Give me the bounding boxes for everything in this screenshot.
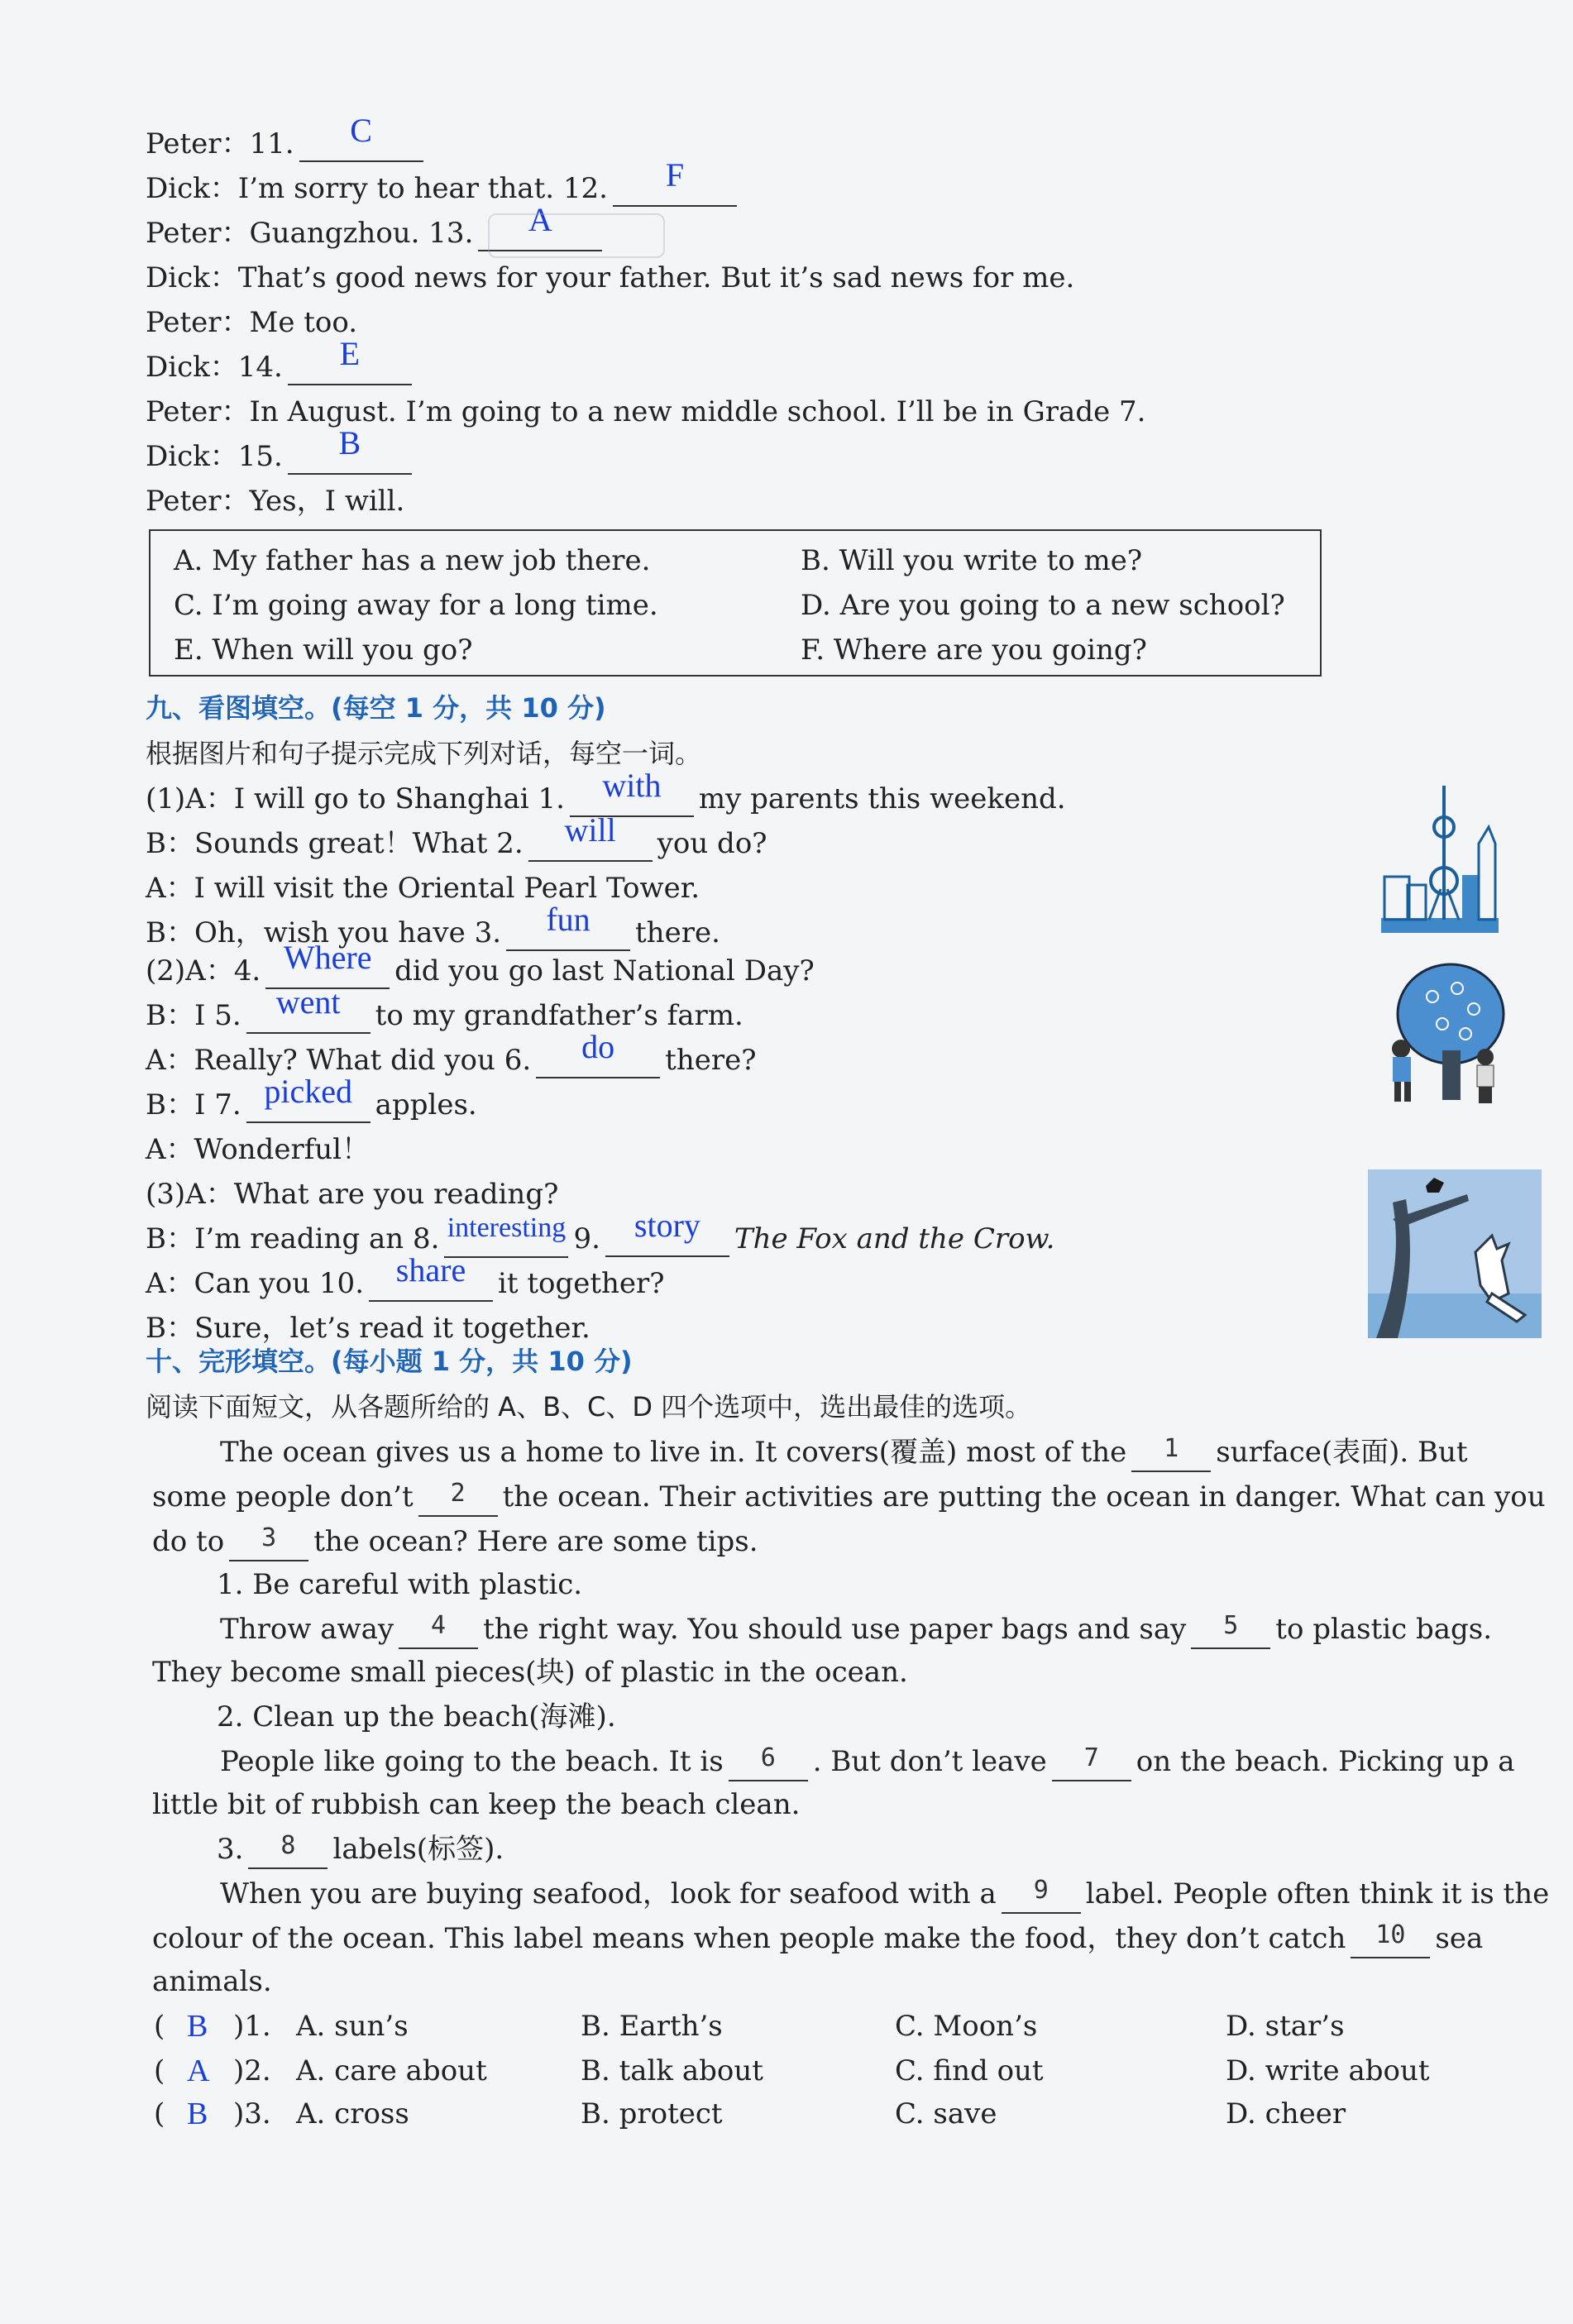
line-text: 14. xyxy=(237,351,283,384)
option-f: F. Where are you going? xyxy=(801,634,1147,667)
option-e: E. When will you go? xyxy=(174,634,473,667)
tip-3 xyxy=(217,1828,504,1871)
cloze-blank-3[interactable] xyxy=(229,1525,308,1561)
section9-title: 九、看图填空。(每空 1 分，共 10 分) xyxy=(146,692,606,724)
dialogue-line-7 xyxy=(146,390,1145,433)
line-text: to my grandfather’s farm. xyxy=(375,999,743,1032)
options-box xyxy=(149,529,1322,677)
p3-line-2: little bit of rubbish can keep the beach clean. xyxy=(152,1788,801,1821)
s9-line-2 xyxy=(146,811,767,865)
question-answer[interactable]: B xyxy=(187,2097,208,2131)
line-text: to plastic bags. xyxy=(1275,1613,1493,1646)
answer-text: B xyxy=(338,424,361,461)
line-text: A：I will visit the Oriental Pearl Tower. xyxy=(146,872,700,905)
line-text: (2)A：4. xyxy=(146,954,261,987)
blank-number: 9 xyxy=(1033,1876,1049,1905)
question-number: )3. xyxy=(233,2097,271,2130)
speaker: Dick： xyxy=(146,351,238,384)
question-number: )1. xyxy=(233,2010,271,2043)
story-title: The Fox and the Crow. xyxy=(734,1222,1055,1255)
answer-text: picked xyxy=(264,1073,352,1110)
line-text: That’s good news for your father. But it’s sad news for me. xyxy=(237,261,1075,294)
answer-blank[interactable] xyxy=(369,1251,493,1302)
line-text: A：Really? What did you 6. xyxy=(146,1044,532,1077)
speaker: Peter： xyxy=(146,485,250,518)
line-text: B：Oh，wish you have 3. xyxy=(146,916,502,949)
s9-line-10 xyxy=(146,1173,558,1216)
p2-line-1 xyxy=(220,1608,1492,1651)
answer-blank[interactable] xyxy=(288,335,412,385)
line-text: my parents this weekend. xyxy=(698,782,1066,815)
section9-instruction: 根据图片和句子提示完成下列对话，每空一词。 xyxy=(146,738,702,769)
choice-a[interactable]: A. cross xyxy=(296,2097,409,2130)
blank-number: 3 xyxy=(261,1523,277,1552)
answer-blank[interactable] xyxy=(605,1207,729,1257)
option-b: B. Will you write to me? xyxy=(801,544,1143,577)
line-text: In August. I’m going to a new middle school. I’ll be in Grade 7. xyxy=(249,395,1146,428)
option-c: C. I’m going away for a long time. xyxy=(174,589,658,622)
line-text: the ocean? Here are some tips. xyxy=(313,1525,758,1558)
answer-text: A xyxy=(528,201,552,238)
dialogue-line-6 xyxy=(146,335,417,389)
s9-line-7 xyxy=(146,1028,757,1082)
line-text: When you are buying seafood，look for seafood with a xyxy=(220,1877,997,1910)
answer-text: fun xyxy=(546,901,590,938)
choice-b[interactable]: B. Earth’s xyxy=(581,2010,723,2043)
answer-text: with xyxy=(602,767,662,804)
line-text: sea xyxy=(1435,1922,1484,1955)
line-text: B：I 7. xyxy=(146,1088,241,1121)
blank-number: 10 xyxy=(1375,1920,1406,1949)
apple-tree-icon xyxy=(1383,959,1507,1108)
cloze-blank-1[interactable] xyxy=(1131,1436,1211,1472)
p2-line-2: They become small pieces(块) of plastic in the ocean. xyxy=(152,1656,908,1689)
cloze-blank-6[interactable] xyxy=(729,1745,808,1781)
choice-c[interactable]: C. Moon’s xyxy=(895,2010,1038,2043)
line-text: . But don’t leave xyxy=(812,1745,1047,1778)
answer-text: went xyxy=(275,983,341,1021)
line-text: do to xyxy=(152,1525,225,1558)
answer-blank[interactable] xyxy=(288,424,412,475)
question-answer[interactable]: B xyxy=(187,2009,208,2044)
answer-text: E xyxy=(339,335,361,372)
p1-line-3 xyxy=(152,1520,758,1563)
tip-2: 2. Clean up the beach(海滩). xyxy=(217,1700,616,1733)
cloze-blank-2[interactable] xyxy=(418,1480,498,1517)
paren-open: ( xyxy=(154,2010,165,2043)
line-text: (1)A：I will go to Shanghai 1. xyxy=(146,782,565,815)
choice-b[interactable]: B. protect xyxy=(581,2097,723,2130)
section10-title: 十、完形填空。(每小题 1 分，共 10 分) xyxy=(146,1346,633,1377)
answer-blank[interactable] xyxy=(613,156,737,207)
choice-b[interactable]: B. talk about xyxy=(581,2054,763,2087)
line-text: 15. xyxy=(237,440,283,473)
line-text: surface(表面). But xyxy=(1216,1436,1468,1469)
line-text: B：I 5. xyxy=(146,999,241,1032)
p4-line-3: animals. xyxy=(152,1965,272,1998)
line-text: A：Can you 10. xyxy=(146,1267,364,1300)
blank-number: 1 xyxy=(1164,1434,1179,1463)
fox-and-crow-icon xyxy=(1368,1169,1542,1338)
choice-d[interactable]: D. star’s xyxy=(1226,2010,1345,2043)
line-text: apples. xyxy=(375,1088,477,1121)
line-text: the right way. You should use paper bags and say xyxy=(483,1613,1187,1646)
cloze-blank-7[interactable] xyxy=(1052,1745,1131,1781)
line-text: did you go last National Day? xyxy=(394,954,815,987)
paren-open: ( xyxy=(154,2054,165,2087)
line-text: B：Sounds great！What 2. xyxy=(146,827,524,860)
line-text: 11. xyxy=(249,127,294,160)
line-text: People like going to the beach. It is xyxy=(220,1745,724,1778)
answer-blank[interactable] xyxy=(299,112,423,162)
line-text: you do? xyxy=(657,827,767,860)
blank-number: 4 xyxy=(431,1611,447,1640)
option-a: A. My father has a new job there. xyxy=(174,544,651,577)
shanghai-skyline-icon xyxy=(1379,777,1500,935)
s9-line-12 xyxy=(146,1251,665,1305)
choice-a[interactable]: A. care about xyxy=(296,2054,487,2087)
dialogue-line-4 xyxy=(146,256,1074,299)
choice-d[interactable]: D. cheer xyxy=(1226,2097,1346,2130)
answer-text: story xyxy=(634,1207,700,1244)
dialogue-line-1 xyxy=(146,112,428,165)
p4-line-1 xyxy=(220,1872,1549,1915)
answer-text: do xyxy=(581,1028,615,1065)
blank-number: 8 xyxy=(280,1831,296,1860)
p1-line-2 xyxy=(152,1475,1546,1518)
line-text: Yes，I will. xyxy=(249,485,405,518)
p3-line-1 xyxy=(220,1740,1515,1783)
blank-number: 5 xyxy=(1223,1611,1239,1640)
paren-open: ( xyxy=(154,2097,165,2130)
s9-line-9 xyxy=(146,1128,370,1171)
s9-line-5 xyxy=(146,939,815,992)
line-text: 9. xyxy=(573,1222,600,1255)
answer-text: Where xyxy=(283,939,372,976)
line-text: Throw away xyxy=(220,1613,394,1646)
line-text: The ocean gives us a home to live in. It covers(覆盖) most of the xyxy=(220,1436,1127,1469)
choice-c[interactable]: C. save xyxy=(895,2097,997,2130)
speaker: Dick： xyxy=(146,261,238,294)
option-d: D. Are you going to a new school? xyxy=(801,589,1285,622)
answer-text: F xyxy=(665,156,685,194)
p1-line-1 xyxy=(220,1431,1468,1474)
answer-blank[interactable] xyxy=(246,983,371,1034)
choice-a[interactable]: A. sun’s xyxy=(296,2010,409,2043)
s9-line-11 xyxy=(146,1207,1055,1260)
p4-line-2 xyxy=(152,1917,1483,1960)
line-text: label. People often think it is the xyxy=(1085,1877,1550,1910)
speaker: Dick： xyxy=(146,440,238,473)
question-number: )2. xyxy=(233,2054,271,2087)
cloze-blank-5[interactable] xyxy=(1191,1613,1270,1649)
s9-line-8 xyxy=(146,1073,477,1126)
dialogue-line-5 xyxy=(146,301,357,344)
line-text: colour of the ocean. This label means when people make the food，they don’t catch xyxy=(152,1922,1346,1955)
line-text: (3)A：What are you reading? xyxy=(146,1178,559,1211)
tip-1: 1. Be careful with plastic. xyxy=(217,1568,583,1601)
answer-blank[interactable] xyxy=(536,1028,660,1078)
line-text: I’m sorry to hear that. 12. xyxy=(237,172,608,205)
line-text: Guangzhou. 13. xyxy=(249,217,474,250)
watermark-stamp xyxy=(488,213,665,258)
choice-c[interactable]: C. find out xyxy=(895,2054,1044,2087)
blank-number: 7 xyxy=(1083,1743,1099,1772)
speaker: Peter： xyxy=(146,217,250,250)
line-text: some people don’t xyxy=(152,1480,414,1513)
section10-instruction: 阅读下面短文，从各题所给的 A、B、C、D 四个选项中，选出最佳的选项。 xyxy=(146,1391,1032,1423)
line-text: B：I’m reading an 8. xyxy=(146,1222,440,1255)
speaker: Peter： xyxy=(146,395,250,428)
line-text: A：Wonderful！ xyxy=(146,1133,371,1166)
answer-blank[interactable] xyxy=(246,1073,371,1123)
cloze-blank-9[interactable] xyxy=(1002,1877,1081,1914)
s9-line-6 xyxy=(146,983,743,1037)
blank-number: 6 xyxy=(760,1743,776,1772)
answer-blank[interactable] xyxy=(528,811,653,862)
answer-text: will xyxy=(564,811,616,849)
line-text: there? xyxy=(665,1044,757,1077)
dialogue-line-9 xyxy=(146,480,404,523)
choice-d[interactable]: D. write about xyxy=(1226,2054,1430,2087)
speaker: Peter： xyxy=(146,306,250,339)
question-answer[interactable]: A xyxy=(187,2054,210,2088)
line-text: B：Sure，let’s read it together. xyxy=(146,1312,590,1345)
answer-text: interesting xyxy=(447,1212,567,1243)
answer-text: C xyxy=(350,112,372,149)
line-text: labels(标签). xyxy=(332,1833,504,1866)
answer-text: share xyxy=(395,1251,466,1289)
cloze-blank-10[interactable] xyxy=(1351,1922,1430,1958)
line-text: on the beach. Picking up a xyxy=(1136,1745,1515,1778)
answer-blank[interactable] xyxy=(506,901,630,951)
speaker: Dick： xyxy=(146,172,238,205)
dialogue-line-2 xyxy=(146,156,742,210)
s9-line-3 xyxy=(146,867,700,910)
speaker: Peter： xyxy=(146,127,250,160)
line-text: the ocean. Their activities are putting the ocean in danger. What can you xyxy=(502,1480,1546,1513)
cloze-blank-4[interactable] xyxy=(399,1613,478,1649)
blank-number: 2 xyxy=(450,1479,466,1508)
line-text: Me too. xyxy=(249,306,358,339)
line-text: it together? xyxy=(498,1267,665,1300)
dialogue-line-8 xyxy=(146,424,417,478)
line-text: 3. xyxy=(217,1833,244,1866)
s9-line-4 xyxy=(146,901,720,954)
cloze-blank-8[interactable] xyxy=(248,1833,328,1869)
line-text: there. xyxy=(635,916,720,949)
